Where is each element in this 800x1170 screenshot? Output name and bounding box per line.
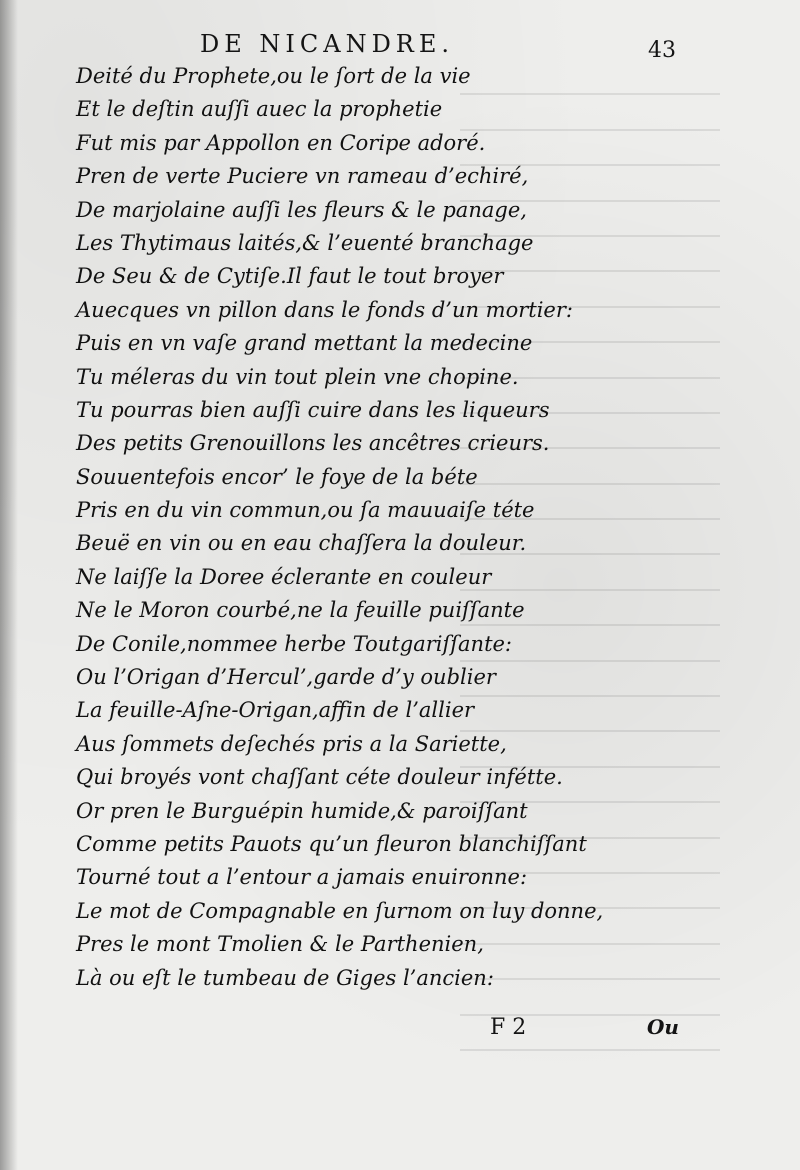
verse-line: Tourné tout a l’entour a jamais enuironne: xyxy=(76,865,528,890)
verse-line: Pris en du vin commun,ou ſa mauuaiſe téte xyxy=(76,498,535,523)
signature-mark: F 2 xyxy=(490,1015,527,1040)
verse-line: Aus ſommets deſechés pris a la Sariette, xyxy=(76,731,507,756)
verse-block xyxy=(76,60,636,995)
verse-line: Fut mis par Appollon en Coripe adoré. xyxy=(76,130,486,155)
verse-line: Le mot de Compagnable en ſurnom on luy donne, xyxy=(76,898,604,923)
verse-line: Ne laiſſe la Doree éclerante en couleur xyxy=(76,564,492,589)
verse-line: Puis en vn vaſe grand mettant la medecine xyxy=(76,331,533,356)
verse-line: Ou l’Origan d’Hercul’,garde d’y oublier xyxy=(76,665,496,690)
verse-line: Auecques vn pillon dans le fonds d’un mortier: xyxy=(76,297,573,322)
page-gutter-shadow xyxy=(0,0,18,1170)
verse-line: Et le deſtin auſſi auec la prophetie xyxy=(76,97,443,122)
verse-line: Tu méleras du vin tout plein vne chopine. xyxy=(76,364,519,389)
page-number: 43 xyxy=(648,38,676,63)
verse-line: Là ou eſt le tumbeau de Giges l’ancien: xyxy=(76,965,494,990)
verse-line: Qui broyés vont chaſſant céte douleur infétte. xyxy=(76,765,563,790)
verse-line: Souuentefois encor’ le foye de la béte xyxy=(76,464,478,489)
verse-line: La feuille-Aſne-Origan,affin de l’allier xyxy=(76,698,475,723)
verse-line: De Conile,nommee herbe Toutgariſſante: xyxy=(76,631,513,656)
verse-line: Tu pourras bien auſſi cuire dans les liqueurs xyxy=(76,397,550,422)
verse-line: Comme petits Pauots qu’un fleuron blanchiſſant xyxy=(76,831,587,856)
verse-line: Pres le mont Tmolien & le Parthenien, xyxy=(76,932,484,957)
verse-line: Or pren le Burguépin humide,& paroiſſant xyxy=(76,798,528,823)
verse-line: Ne le Moron courbé,ne la feuille puiſſante xyxy=(76,598,525,623)
verse-line: Deité du Prophete,ou le ſort de la vie xyxy=(76,64,471,88)
verse-line: Des petits Grenouillons les ancêtres crieurs. xyxy=(76,431,550,456)
verse-line: Beuë en vin ou en eau chaſſera la douleur. xyxy=(76,531,527,556)
verse-line: Les Thytimaus laités,& l’euenté branchage xyxy=(76,230,534,255)
verse-line: De marjolaine auſſi les fleurs & le panage, xyxy=(76,197,527,222)
verse-line: Pren de verte Puciere vn rameau d’echiré, xyxy=(76,164,529,189)
catchword: Ou xyxy=(647,1015,679,1039)
running-header: DE NICANDRE. xyxy=(200,30,455,58)
verse-line: De Seu & de Cytiſe.Il faut le tout broyer xyxy=(76,264,504,289)
